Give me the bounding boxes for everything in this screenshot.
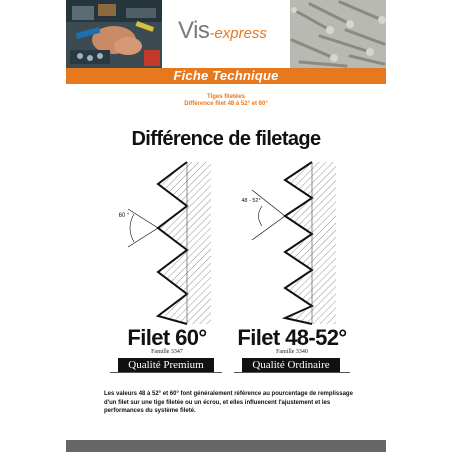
quality-underline-left — [110, 372, 222, 373]
thread-48-52-quality-badge: Qualité Ordinaire — [242, 358, 340, 372]
logo-suffix-text: -express — [209, 25, 267, 42]
banner-text: Fiche Technique — [173, 68, 279, 83]
subtitle-product: Tiges filetées — [207, 94, 245, 100]
thread-60-title: Filet 60° — [127, 325, 207, 350]
thread-60-quality-badge: Qualité Premium — [118, 358, 214, 372]
thread-48-52-drawing — [252, 162, 336, 324]
quality-underline-right — [234, 372, 350, 373]
footer-bar — [66, 440, 386, 452]
description-paragraph: Les valeurs 48 à 52° et 60° font généralement référence au pourcentage de remplissage d'un filet sur une tige filetée ou un écrou, et elles influencent l'ajustement et les performances du système fileté. — [104, 391, 353, 415]
angle-label-60: 60 ° — [118, 213, 130, 219]
thread-60-drawing — [128, 162, 211, 324]
thread-48-52-famille: Famille 3340 — [276, 349, 308, 355]
thread-60-famille: Famille 3347 — [151, 349, 183, 355]
page-title: Différence de filetage — [131, 128, 321, 150]
angle-label-48-52: 48 - 52° — [241, 198, 261, 204]
thread-48-52-title: Filet 48-52° — [237, 325, 347, 350]
subtitle-comparison: Différence filet 48 à 52° et 60° — [184, 101, 268, 107]
logo-main-text: Vis — [178, 17, 210, 44]
